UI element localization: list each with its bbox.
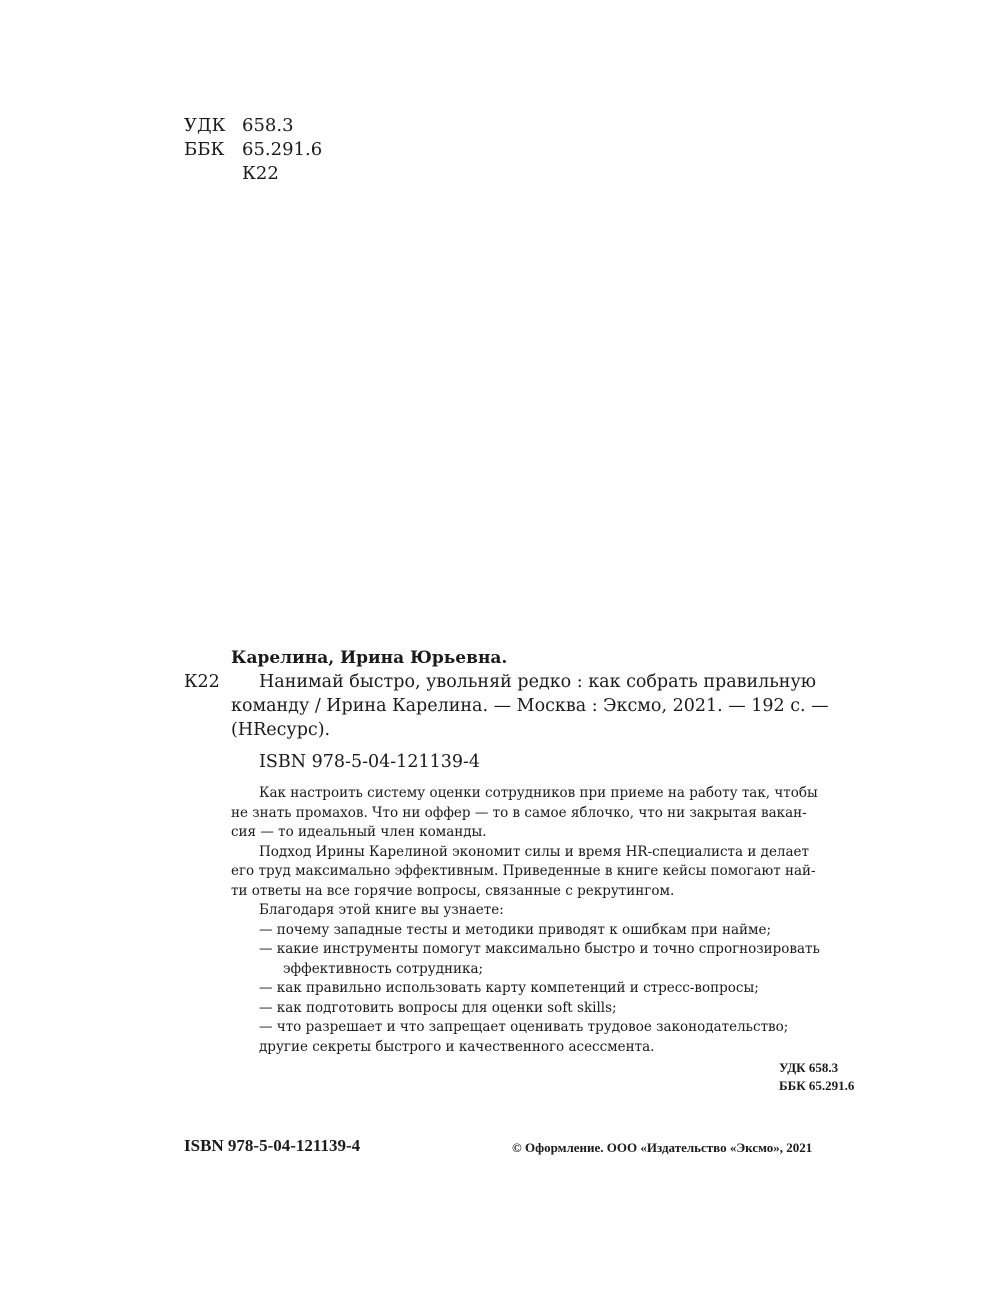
annotation-bullet: — как подготовить вопросы для оценки soft skills; bbox=[259, 999, 617, 1016]
annotation-line: не знать промахов. Что ни оффер — то в самое яблочко, что ни закрытая вакан- bbox=[231, 804, 807, 821]
udk-value: 658.3 bbox=[242, 115, 294, 136]
annotation-bullet: — как правильно использовать карту компетенций и стресс-вопросы; bbox=[259, 980, 759, 996]
classification-block bbox=[184, 114, 384, 186]
annotation-line: другие секреты быстрого и качественного асессмента. bbox=[259, 1038, 655, 1055]
annotation-bullet-continued: эффективность сотрудника; bbox=[283, 960, 484, 977]
annotation-line: Как настроить систему оценки сотрудников при приеме на работу так, чтобы bbox=[259, 785, 818, 801]
annotation-line: его труд максимально эффективным. Приведенные в книге кейсы помогают най- bbox=[231, 863, 816, 879]
footer-copyright: © Оформление. ООО «Издательство «Эксмо», 2021 bbox=[512, 1140, 813, 1155]
annotation-line: сия — то идеальный член команды. bbox=[231, 824, 487, 840]
annotation-line: Подход Ирины Карелиной экономит силы и время HR-специалиста и делает bbox=[259, 843, 810, 860]
udk-label: УДК bbox=[184, 115, 226, 136]
card-author-mark: К22 bbox=[184, 672, 220, 692]
bbk-value: 65.291.6 bbox=[242, 139, 323, 160]
annotation-line: ти ответы на все горячие вопросы, связанные с рекрутингом. bbox=[231, 882, 675, 899]
card-author: Карелина, Ирина Юрьевна. bbox=[231, 648, 508, 668]
card-title-line-3: (HRecурс). bbox=[231, 720, 331, 740]
author-mark-top: К22 bbox=[242, 163, 279, 184]
card-bbk: ББК 65.291.6 bbox=[779, 1078, 855, 1093]
bbk-label: ББК bbox=[184, 139, 225, 160]
card-title-line-1: Нанимай быстро, увольняй редко : как собрать правильную bbox=[259, 672, 817, 692]
card-title-line-2: команду / Ирина Карелина. — Москва : Эксмо, 2021. — 192 с. — bbox=[231, 696, 829, 716]
annotation-line: Благодаря этой книге вы узнаете: bbox=[259, 902, 504, 918]
annotation-bullet: — что разрешает и что запрещает оценивать трудовое законодательство; bbox=[259, 1019, 789, 1035]
card-udk: УДК 658.3 bbox=[779, 1060, 839, 1075]
annotation-bullet: — какие инструменты помогут максимально быстро и точно спрогнозировать bbox=[259, 941, 820, 957]
card-isbn: ISBN 978-5-04-121139-4 bbox=[259, 752, 481, 772]
annotation-bullet: — почему западные тесты и методики приводят к ошибкам при найме; bbox=[259, 921, 772, 938]
footer-isbn: ISBN 978-5-04-121139-4 bbox=[184, 1136, 361, 1155]
